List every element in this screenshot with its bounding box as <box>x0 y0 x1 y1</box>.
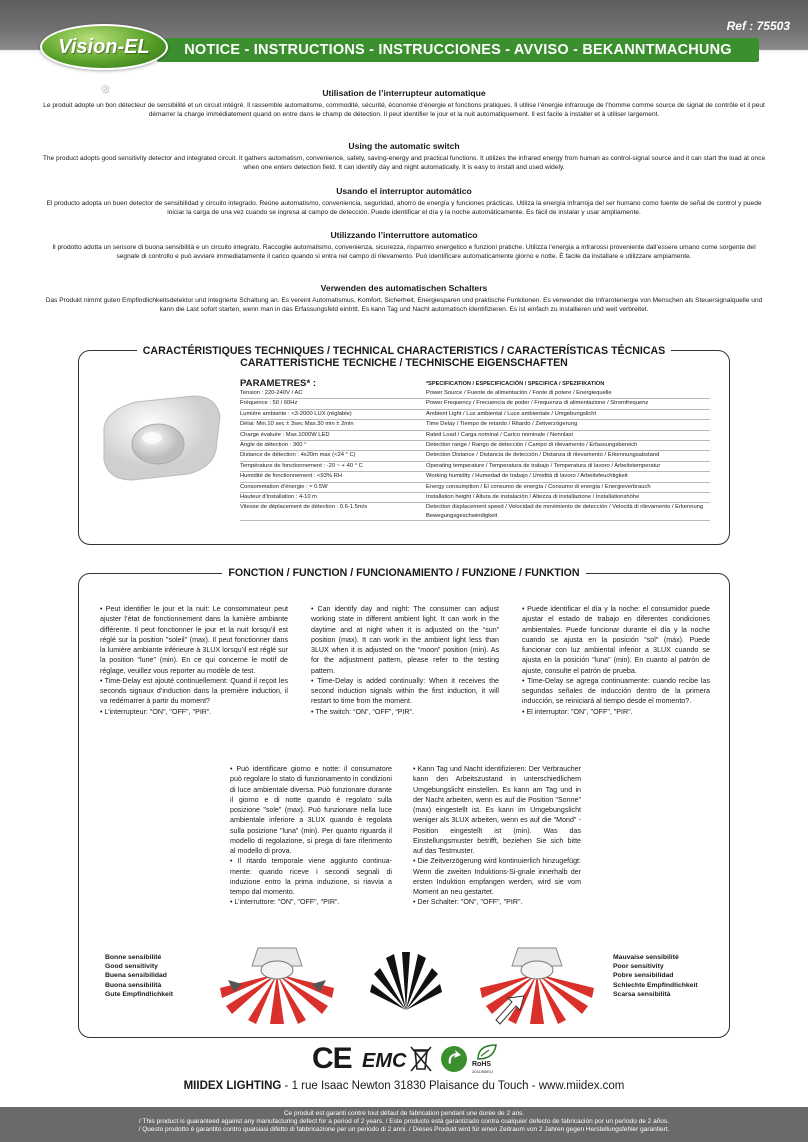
intro-it: Utilizzando l’interruttore automatico Il prodotto adotta un sensore di buona sensibilità e un circuito integrato. Raccoglie automatismo, convenienza, sicurezza, risparmio energetico e funzioni pratiche. Utilizza l’energia a infrarossi proveniente dall’essere umano come sorgente del segnale di controllo e può avviare immediatamente il carico quando si entra nel campo di rilevamento. Può identificare automaticamente giorno e notte. È facile da installare e utilizzare ampiamente. <box>52 230 756 261</box>
function-text-es: • Puede identificar el día y la noche: el consumidor puede ajustar el estado de trabajo en diferentes condiciones ambientales. Puede funcionar durante el día y la noche cuando se ajusta en la posición "sol" (máx). Puede funcionar con luz ambiental inferior a 3LUX cuando se ajusta en la posición "luna" (min). En cuanto al patrón de ajuste, consulte el patrón de prueba. • Time-Delay se agrega continuamente: cuando recibe las segundas señales de inducción dentro de la primera inducción, se reiniciará al tiempo desde el momento?. • El interruptor: "ON", "OFF", "PIR". <box>522 605 710 716</box>
weee-bin-icon <box>410 1045 432 1073</box>
function-text-en: • Can identify day and night: The consumer can adjust working state in different ambient light. It can work in the daytime and at night when it is adjusted on the “sun” position (max). It can work in the ambient light less than 3LUX when it is adjusted on the “moon” position (min). As for the adjustment pattern, please refer to the testing pattern. • Time-Delay is added continually: When it receives the second induction signals within the first induction, it will restart to time from the moment. • The switch: “ON”, “OFF”, “PIR”. <box>311 605 499 716</box>
poor-sensitivity-diagram <box>478 944 596 1026</box>
title-bar <box>157 38 759 62</box>
table-row: Distance de détection : 4x20m max (<24 ° C) Detection Distance / Distancia de detección / Distanza di rilevamento / Erkennungsabstand <box>240 451 710 461</box>
poor-sensitivity-labels: Mauvaise sensibilité Poor sensitivity Pobre sensibilidad Schlechte Empfindlichkeit Scarsa sensibilità <box>613 954 698 998</box>
page-title: NOTICE - INSTRUCTIONS - INSTRUCCIONES - AVVISO - BEKANNTMACHUNG <box>184 42 732 58</box>
table-row: Humidité de fonctionnement : <93% RH Working humidity / Humedad de trabajo / Umidità di lavoro / Arbeitsfeuchtigkeit <box>240 472 710 482</box>
certification-marks <box>300 1043 530 1077</box>
rohs-leaf-icon <box>476 1043 498 1061</box>
table-row: Hauteur d’installation : 4-10 m Installation height / Altura de instalación / Altezza di installazione / Installationshöhe <box>240 493 710 503</box>
table-row: Consommation d’énergie : ≈ 0.5W Energy consumption / El consumo de energía / Consumo di energia / Energieverbrauch <box>240 483 710 493</box>
intro-es: Usando el interruptor automático El producto adopta un buen detector de sensibilidad y circuito integrado. Reúne automatismo, conveniencia, seguridad, ahorro de energía y funciones prácticas. Utiliza la energía infrarroja del ser humano como fuente de señal de control y puede iniciar la carga de una vez cuando se ingresa al campo de detección. Puede identificar el día y la noche automáticamente. Es fácil de instalar y usar ampliamente. <box>46 186 762 217</box>
company-address: MIIDEX LIGHTING - 1 rue Isaac Newton 31830 Plaisance du Touch - www.miidex.com <box>183 1080 625 1092</box>
table-row: Lumière ambiante : <3-2000 LUX (réglable) Ambient Light / Luz ambiental / Luce ambientale / Umgebungslicht <box>240 410 710 420</box>
table-row: Charge évaluée : Max.1000W LED Rated Load / Carga nominal / Carico nominale / Nennlast <box>240 431 710 441</box>
table-row: Angle de détection : 360 ° Detection range / Rango de detección / Campo di rilevamento / Erfassungsbereich <box>240 441 710 451</box>
reference-number: Ref : 75503 <box>726 19 790 33</box>
good-sensitivity-labels: Bonne sensibilité Good sensitivity Buena sensibilidad Buona sensibilità Gute Empfindlichkeit <box>105 954 173 998</box>
warranty-footer: Ce produit est garanti contre tout défaut de fabrication pendant une durée de 2 ans. / This product is guaranteed against any manufacturing defect for a period of 2 years. / Este producto está garantizado contra cualquier defecto de fabricación por un período de 2 años. / Questo prodotto è garantito contro qualsiasi difetto di fabbricazione per un periodo di 2 anni. / Dieses Produkt wird für einen Zeitraum von 2 Jahren gegen Herstellungsfehler garantiert. <box>0 1107 808 1142</box>
characteristics-subtitle: CARATTERISTICHE TECNICHE / TECHNISCHE EIGENSCHAFTEN <box>0 358 808 369</box>
parameters-table <box>240 378 710 521</box>
brand-logo: Vision-EL ® <box>40 24 168 70</box>
recycle-icon <box>440 1045 468 1073</box>
good-sensitivity-diagram <box>218 944 336 1026</box>
function-text-it: • Può identificare giorno e notte: il consumatore può regolare lo stato di funzionamento in condizioni di luce ambientale diversa. Può funzionare durante il giorno e di notte quando è regolato sulla posizione "sole" (max). Può funzionare nella luce ambientale inferiore a 3LUX quando è regolata sulla posizione "luna" (min). Per quanto riguarda il modello di regolazione, si prega di fare riferimento al modello di prova. • Il ritardo temporale viene aggiunto continua-mente: quando riceve i secondi segnali di induzione entro la prima induzione, si riavvia a tempo dal momento. • L’interruttore: "ON", "OFF", "PIR". <box>230 765 392 907</box>
intro-fr: Utilisation de l’interrupteur automatique Le produit adopte un bon détecteur de sensibilité et un circuit intégré. Il rassemble automatisme, commodité, sécurité, économie d’énergie et fonctions pratiques. Il utilise l’énergie infrarouge de l’homme comme source de signal de contrôle et il peut démarrer la charge immédiatement quand on entre dans le champ de détection. Il peut identifier le jour et la nuit automatiquement. Il est facile à installer et à utiliser largement. <box>43 88 765 119</box>
intro-de: Verwenden des automatischen Schalters Das Produkt nimmt guten Empfindlichkeitsdetektor und integrierte Schaltung an. Es vereint Automatismus, Komfort, Sicherheit, Energiesparen und praktische Funktionen. Es verwendet die Infrarotenergie von Menschen als Steuersignalquelle und kann die Last sofort starten, wenn man in das Erfassungsfeld eintritt. Es kann Tag und Nacht automatisch identifizieren. Es ist einfach zu installieren und weit verbreitet. <box>45 283 763 314</box>
ce-mark: CE <box>312 1042 352 1075</box>
table-row: Température de fonctionnement : -20 ~ + 40 ° C Operating temperature / Temperatura de trabajo / Temperatura di lavoro / Arbeitstemperatur <box>240 462 710 472</box>
rohs-directive: 2011/65/EU <box>472 1069 493 1074</box>
motion-sensor-image <box>96 388 226 488</box>
table-row: Délai: Min.10 sec ± 3sec Max.30 min ± 2min Time Delay / Tiempo de retardo / Ritardo / Zeitverzögerung <box>240 420 710 430</box>
function-text-de: • Kann Tag und Nacht identifizieren: Der Verbraucher kann den Arbeitszustand in unterschiedlichem Umgebungslicht einstellen. Es kann am Tag und in der Nacht arbeiten, wenn es auf die Position "Sonne" (max) eingestellt ist. Es kann im Umgebungslicht weniger als 3LUX arbeiten, wenn es auf die "Mond" -Position eingestellt ist (min). Was das Einstellungsmuster betrifft, beziehen Sie sich bitte auf das Testmuster. • Die Zeitverzögerung wird kontinuierlich hinzugefügt: Wenn die zweiten Induktions-Si-gnale innerhalb der ersten Induktion empfangen werden, wird sie vom Moment an neu gestartet. • Der Schalter: "ON", "OFF", "PIR". <box>413 765 581 907</box>
table-row: Vitesse de déplacement de détection : 0.6-1.5m/s Detection displacement speed / Velocidad de movimiento de detección / Velocità di rilevamento / Erkennung Bewegungsgeschwindigkeit <box>240 503 710 521</box>
rohs-label: RoHS <box>472 1061 492 1068</box>
intro-en: Using the automatic switch The product adopts good sensitivity detector and integrated circuit. It gathers automatism, convenience, safety, saving-energy and practical functions. It utilizes the infrared energy from human as control-signal source and it can start the load at once when one enters detection field. It can identify day and night automatically. It is easy to install and used widely. <box>42 141 766 172</box>
specification-title: *SPECIFICATION / ESPECIFICACIÓN / SPECIFICA / SPEZIFIKATION <box>426 381 605 387</box>
detection-pattern-icon <box>370 952 442 1012</box>
function-text-fr: • Peut identifier le jour et la nuit: Le consommateur peut ajuster l’état de fonctionnement dans la lumière ambiante différente. Il peut fonctionner le jour et la nuit lorsqu’il est réglé sur la position "soleil" (max). Il peut fonctionner dans la lumière ambiante inférieure à 3LUX lorsqu’il est réglé sur la position "lune" (min). En ce qui concerne le motif de réglage, veuillez vous reporter au modèle de test. • Time-Delay est ajouté continuellement: Quand il reçoit les seconds signaux d’induction dans la première induction, il va redémarrer à partir du moment? • L’interrupteur: "ON", "OFF", "PIR". <box>100 605 288 716</box>
function-title: FONCTION / FUNCTION / FUNCIONAMIENTO / FUNZIONE / FUNKTION <box>0 568 808 579</box>
header <box>0 0 808 95</box>
table-row: Tension : 220-240V / AC Power Source / Fuente de alimentación / Fonte di potere / Energiequelle <box>240 389 710 399</box>
table-row: Fréquence : 50 / 60Hz Power Frequency / Frecuencia de poder / Frequenza di alimentazione / Stromfrequenz <box>240 399 710 409</box>
parameters-title: PARAMETRES* : <box>240 378 317 389</box>
emc-mark: EMC <box>362 1050 407 1072</box>
characteristics-title: CARACTÉRISTIQUES TECHNIQUES / TECHNICAL CHARACTERISTICS / CARACTERÍSTICAS TÉCNICAS <box>0 346 808 357</box>
